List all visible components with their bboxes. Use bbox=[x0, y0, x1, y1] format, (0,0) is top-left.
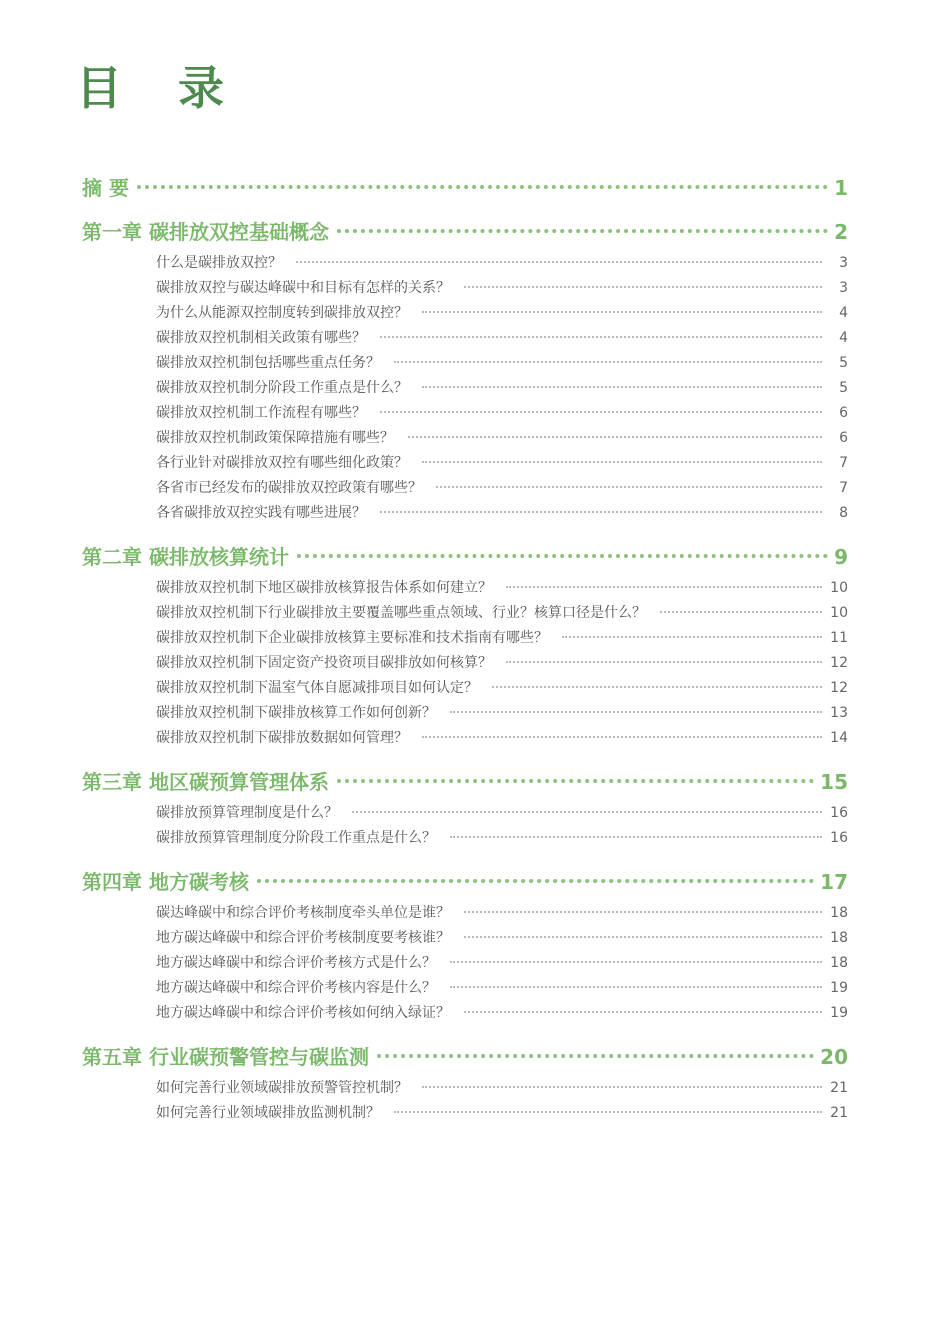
page-number: 20 bbox=[820, 1045, 848, 1069]
entry-title: 碳排放双控机制下企业碳排放核算主要标准和技术指南有哪些？ bbox=[156, 630, 548, 646]
entry-title: 地方碳达峰碳中和综合评价考核内容是什么？ bbox=[156, 980, 436, 996]
page-number: 4 bbox=[839, 330, 848, 346]
dot-leader bbox=[450, 961, 822, 963]
page-number: 6 bbox=[839, 430, 848, 446]
page-number: 1 bbox=[834, 176, 848, 200]
entry-title: 碳排放双控机制下温室气体自愿减排项目如何认定？ bbox=[156, 680, 478, 696]
entry-title: 碳排放双控机制工作流程有哪些？ bbox=[156, 405, 366, 421]
entry-title: 碳排放双控机制包括哪些重点任务？ bbox=[156, 355, 380, 371]
entry-title: 碳排放双控机制政策保障措施有哪些？ bbox=[156, 430, 394, 446]
dot-leader bbox=[422, 1086, 822, 1088]
page-number: 5 bbox=[839, 380, 848, 396]
page-number: 10 bbox=[830, 605, 848, 621]
toc-entry[interactable] bbox=[82, 502, 848, 527]
chapter-title: 第一章 碳排放双控基础概念 bbox=[82, 220, 329, 244]
toc-entry[interactable] bbox=[82, 327, 848, 352]
chapter-title: 第四章 地方碳考核 bbox=[82, 870, 249, 894]
dot-leader bbox=[464, 911, 822, 913]
dot-leader bbox=[408, 436, 822, 438]
dot-leader bbox=[394, 1111, 822, 1113]
toc-entry[interactable] bbox=[82, 927, 848, 952]
dot-leader bbox=[352, 811, 822, 813]
toc-entry[interactable] bbox=[82, 277, 848, 302]
entry-title: 为什么从能源双控制度转到碳排放双控？ bbox=[156, 305, 408, 321]
entry-title: 碳排放双控机制下碳排放数据如何管理？ bbox=[156, 730, 408, 746]
chapter-title: 第三章 地区碳预算管理体系 bbox=[82, 770, 329, 794]
page-number: 16 bbox=[830, 805, 848, 821]
toc-entry[interactable] bbox=[82, 727, 848, 752]
toc-entry[interactable] bbox=[82, 677, 848, 702]
chapter-title: 摘 要 bbox=[82, 176, 129, 200]
toc-entry[interactable] bbox=[82, 302, 848, 327]
page-number: 4 bbox=[839, 305, 848, 321]
page-number: 17 bbox=[820, 870, 848, 894]
dot-leader bbox=[450, 836, 822, 838]
page-number: 10 bbox=[830, 580, 848, 596]
dot-leader bbox=[380, 336, 822, 338]
toc-chapter[interactable] bbox=[82, 866, 848, 902]
toc-entry[interactable] bbox=[82, 952, 848, 977]
page-number: 18 bbox=[830, 905, 848, 921]
page-number: 19 bbox=[830, 980, 848, 996]
dot-leader bbox=[422, 311, 822, 313]
chapter-title: 第二章 碳排放核算统计 bbox=[82, 545, 289, 569]
page-number: 7 bbox=[839, 480, 848, 496]
dot-leader bbox=[464, 286, 822, 288]
toc-chapter[interactable] bbox=[82, 766, 848, 802]
dot-leader bbox=[562, 636, 822, 638]
entry-title: 碳排放双控机制下行业碳排放主要覆盖哪些重点领域、行业？核算口径是什么？ bbox=[156, 605, 646, 621]
entry-title: 如何完善行业领域碳排放监测机制？ bbox=[156, 1105, 380, 1121]
dot-leader bbox=[660, 611, 822, 613]
page-number: 16 bbox=[830, 830, 848, 846]
entry-title: 碳排放双控机制下碳排放核算工作如何创新？ bbox=[156, 705, 436, 721]
page-number: 3 bbox=[839, 280, 848, 296]
entry-title: 地方碳达峰碳中和综合评价考核制度要考核谁？ bbox=[156, 930, 450, 946]
toc-entry[interactable] bbox=[82, 477, 848, 502]
toc-entry[interactable] bbox=[82, 1002, 848, 1027]
dot-leader bbox=[337, 779, 814, 783]
entry-title: 各省碳排放双控实践有哪些进展？ bbox=[156, 505, 366, 521]
dot-leader bbox=[436, 486, 822, 488]
page-number: 18 bbox=[830, 930, 848, 946]
dot-leader bbox=[450, 711, 822, 713]
toc-entry[interactable] bbox=[82, 427, 848, 452]
dot-leader bbox=[506, 586, 822, 588]
entry-title: 各省市已经发布的碳排放双控政策有哪些？ bbox=[156, 480, 422, 496]
dot-leader bbox=[422, 736, 822, 738]
entry-title: 碳排放双控机制下固定资产投资项目碳排放如何核算？ bbox=[156, 655, 492, 671]
page-number: 19 bbox=[830, 1005, 848, 1021]
chapter-title: 第五章 行业碳预警管控与碳监测 bbox=[82, 1045, 369, 1069]
toc-chapter[interactable] bbox=[82, 216, 848, 252]
entry-title: 各行业针对碳排放双控有哪些细化政策？ bbox=[156, 455, 408, 471]
entry-title: 碳排放双控机制相关政策有哪些？ bbox=[156, 330, 366, 346]
page-number: 18 bbox=[830, 955, 848, 971]
dot-leader bbox=[422, 386, 822, 388]
dot-leader bbox=[492, 686, 822, 688]
toc-entry[interactable] bbox=[82, 452, 848, 477]
page-number: 15 bbox=[820, 770, 848, 794]
page-number: 5 bbox=[839, 355, 848, 371]
page-number: 2 bbox=[834, 220, 848, 244]
entry-title: 碳排放双控机制分阶段工作重点是什么？ bbox=[156, 380, 408, 396]
dot-leader bbox=[450, 986, 822, 988]
table-of-contents bbox=[82, 172, 848, 1127]
dot-leader bbox=[257, 879, 814, 883]
dot-leader bbox=[337, 229, 828, 233]
dot-leader bbox=[464, 936, 822, 938]
page-number: 9 bbox=[834, 545, 848, 569]
toc-entry[interactable] bbox=[82, 902, 848, 927]
toc-entry[interactable] bbox=[82, 1102, 848, 1127]
page-number: 12 bbox=[830, 680, 848, 696]
toc-chapter[interactable] bbox=[82, 541, 848, 577]
dot-leader bbox=[297, 554, 828, 558]
toc-entry[interactable] bbox=[82, 627, 848, 652]
dot-leader bbox=[296, 261, 822, 263]
entry-title: 如何完善行业领域碳排放预警管控机制？ bbox=[156, 1080, 408, 1096]
toc-chapter[interactable] bbox=[82, 1041, 848, 1077]
dot-leader bbox=[137, 185, 828, 189]
toc-entry[interactable] bbox=[82, 977, 848, 1002]
toc-entry[interactable] bbox=[82, 602, 848, 627]
page-number: 8 bbox=[839, 505, 848, 521]
page-number: 12 bbox=[830, 655, 848, 671]
page-number: 21 bbox=[830, 1080, 848, 1096]
toc-entry[interactable] bbox=[82, 827, 848, 852]
dot-leader bbox=[422, 461, 822, 463]
page-number: 13 bbox=[830, 705, 848, 721]
dot-leader bbox=[394, 361, 822, 363]
toc-entry[interactable] bbox=[82, 577, 848, 602]
entry-title: 地方碳达峰碳中和综合评价考核如何纳入绿证？ bbox=[156, 1005, 450, 1021]
toc-entry[interactable] bbox=[82, 352, 848, 377]
dot-leader bbox=[380, 511, 822, 513]
toc-entry[interactable] bbox=[82, 252, 848, 277]
entry-title: 碳排放双控机制下地区碳排放核算报告体系如何建立？ bbox=[156, 580, 492, 596]
page-title: 目 录 bbox=[76, 61, 245, 115]
entry-title: 什么是碳排放双控？ bbox=[156, 255, 282, 271]
page-number: 7 bbox=[839, 455, 848, 471]
dot-leader bbox=[506, 661, 822, 663]
entry-title: 碳排放预算管理制度是什么？ bbox=[156, 805, 338, 821]
page-number: 6 bbox=[839, 405, 848, 421]
toc-abstract[interactable] bbox=[82, 172, 848, 208]
dot-leader bbox=[380, 411, 822, 413]
entry-title: 碳达峰碳中和综合评价考核制度牵头单位是谁？ bbox=[156, 905, 450, 921]
dot-leader bbox=[377, 1054, 814, 1058]
toc-entry[interactable] bbox=[82, 402, 848, 427]
toc-entry[interactable] bbox=[82, 652, 848, 677]
page-number: 14 bbox=[830, 730, 848, 746]
page-number: 21 bbox=[830, 1105, 848, 1121]
page-number: 3 bbox=[839, 255, 848, 271]
toc-entry[interactable] bbox=[82, 377, 848, 402]
toc-entry[interactable] bbox=[82, 1077, 848, 1102]
dot-leader bbox=[464, 1011, 822, 1013]
entry-title: 碳排放双控与碳达峰碳中和目标有怎样的关系？ bbox=[156, 280, 450, 296]
toc-entry[interactable] bbox=[82, 702, 848, 727]
entry-title: 地方碳达峰碳中和综合评价考核方式是什么？ bbox=[156, 955, 436, 971]
entry-title: 碳排放预算管理制度分阶段工作重点是什么？ bbox=[156, 830, 436, 846]
toc-entry[interactable] bbox=[82, 802, 848, 827]
page-number: 11 bbox=[830, 630, 848, 646]
